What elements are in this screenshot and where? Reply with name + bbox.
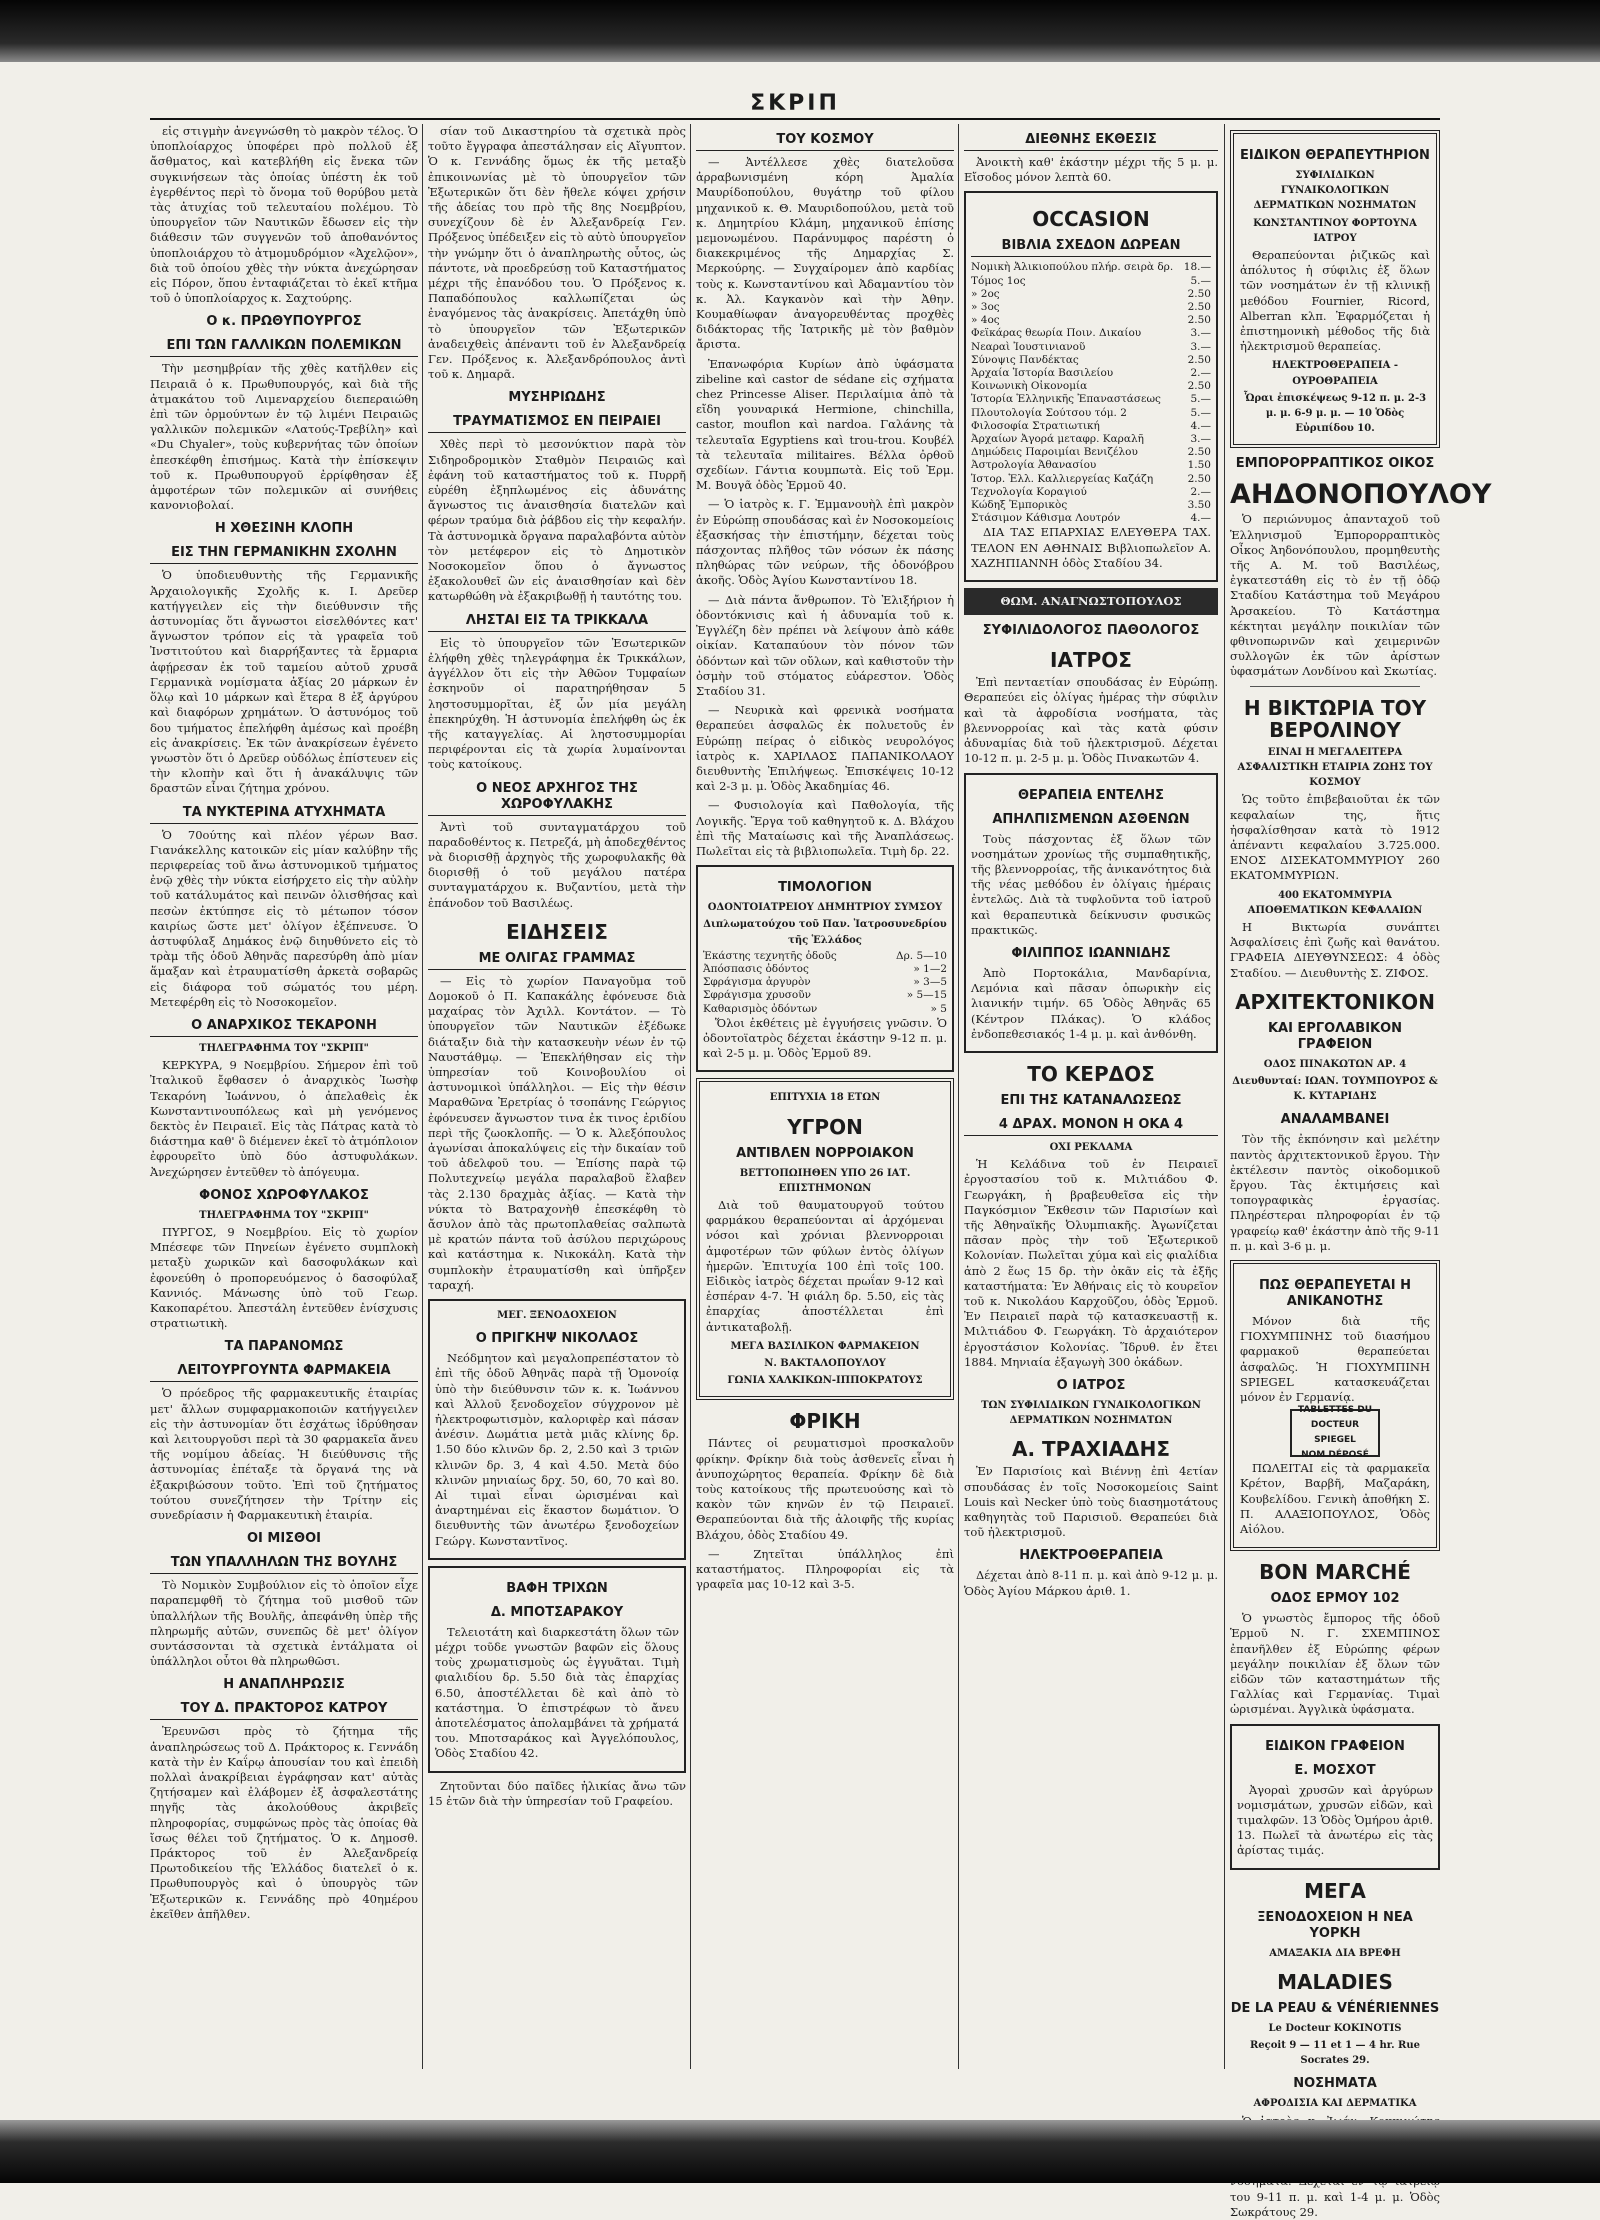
ad-text: Νεόδμητον καὶ μεγαλοπρεπέστατον τὸ ἐπὶ τῆς ὁδοῦ Ἀθηνᾶς παρὰ τῇ Ὁμονοίᾳ ὑπὸ τὴν διεύθυνσιν τῶν κ. κ. Ἰωάννου καὶ Ἀλλοῦ ξενοδοχεῖον σύγχρονον μὲ ἠλεκτροφωτισμὸν, καλοριφὲρ καὶ πάσαν ἀνέσιν. Δωμάτια μετὰ μιᾶς κλίνης δρ. 1.50 δύο κλινῶν δρ. 2, 2.50 καὶ 3 τριῶν κλινῶν δρ. 3, 4 καὶ 4.50. Μετὰ δύο κλινῶν μηνιαίως δρχ. 50, 60, 70 καὶ 80. Αἱ τιμαὶ εἶναι ὡρισμέναι καὶ ἀναρτημέναι εἰς ἕκαστον δωμάτιον. Ὁ διευθυντὴς τῶν ἀνωτέρω ξενοδοχείων Γεώργ. Κωνσταντῖνος. (435, 1351, 679, 1548)
book-title: Τόμος 1ος (971, 274, 1026, 287)
price-row (703, 1003, 947, 1016)
article-text: Εἰς τὸ ὑπουργεῖον τῶν Ἐσωτερικῶν ἐλήφθη χθὲς τηλεγράφημα ἐκ Τρικκάλων, ἀγγέλλον ὅτι εἰς τὴν Ἀθῶον Τυμφαίων ἐσκηνοῦν οἱ παρατηρήθησαν 5 ληστοσυμμορῖται, ἐξ ὧν μία μεγάλη ἐπεκηρύχθη. Ἡ ἀστυνομία ἐπελήφθη ὡς ἐκ τῆς καταγγελίας. Αἱ ληστοσυμμορίαι περιφέρονται εἰς τὰ χωρία λυμαίνονται τοὺς κατοίκους. (428, 635, 686, 772)
book-title: Ἀρχαίων Ἀγορά μεταφρ. Καραλῆ (971, 433, 1144, 446)
book-title: Στάσιμον Κάθισμα Λουτρόν (971, 512, 1121, 525)
ad-text: του 9-11 π. μ. καὶ 1-4 μ. μ. Ὁδὸς Σωκράτους 29. (1230, 2189, 1440, 2219)
article-heading: ΛΗΣΤΑΙ ΕΙΣ ΤΑ ΤΡΙΚΚΑΛΑ (428, 613, 686, 632)
book-row (971, 393, 1211, 406)
article-subheading: ΛΕΙΤΟΥΡΓΟΥΝΤΑ ΦΑΡΜΑΚΕΙΑ (150, 1363, 418, 1382)
price-value: » 5 (930, 1002, 947, 1015)
ad-text: Ὡς τοῦτο ἐπιβεβαιοῦται ἐκ τῶν κεφαλαίων της, ἥτις ἠσφαλίσθησαν κατὰ τὸ 1912 ἀπέναντι κεφαλαίου 3.725.000. ΕΝΟΣ ΔΙΣΕΚΑΤΟΜΜΥΡΙΟΥ 260 ΕΚΑΤΟΜΜΥΡΙΩΝ. (1230, 792, 1440, 883)
article-text: — Ἀντέλλεσε χθὲς διατελοῦσα ἀρραβωνισμένη κόρη Ἀμαλία Μαυρίδοπούλου, θυγάτηρ τοῦ φίλου μηχανικοῦ κ. Θ. Μαυριδοπούλου, μετὰ τοῦ κ. Δημητρίου Κλάμη, μηχανικοῦ ἐπίσης μεμονωμένου. Παράνυμφος παρέστη ὁ διακεκριμένος τῆς Δημαρχίας Σ. Μερκούρης. — Συγχαίρομεν ἀπὸ καρδίας τοὺς κ. Κωνσταντίνου καὶ Ἀδαμαντίου τὸν κ. Ἀλ. Καγκανὸν καὶ τὴν Ἀθην. Κουμαθίωφαν ἀναγορευθέντας προχθὲς διδάκτορας τῆς Ἰατρικῆς μὲ τὸν βαθμὸν ἄριστα. (696, 155, 954, 352)
column-rule (690, 124, 691, 2069)
book-title: Πλουτολογία Σούτσου τόμ. 2 (971, 406, 1127, 419)
ad-text: Ἀπὸ Πορτοκάλια, Μανδαρίνια, Λεμόνια καὶ πᾶσαν ὀπωρικὴν εἰς λιανικήν τιμήν. 65 Ὁδὸς Ἀθηνᾶς 65 (Κέντρον Πλάκας). Ὁ κλάδος ἐνδοπεθεσιακός 1-4 μ. μ. καὶ ἀνθόνθη. (971, 965, 1211, 1041)
book-row (971, 433, 1211, 446)
article-subheading: ΕΙΣ ΤΗΝ ΓΕΡΜΑΝΙΚΗΝ ΣΧΟΛΗΝ (150, 545, 418, 564)
article-text: ΠΥΡΓΟΣ, 9 Νοεμβρίου. Εἰς τὸ χωρίον Μπέσεφε τῶν Πηνείων ἐγένετο συμπλοκὴ μεταξὺ χωρικῶν καὶ δασοφυλάκων καὶ ἐφονεύθη ὁ προπορευόμενος ὁ δασοφύλαξ Καννιός. Μάνωσης ὑπὸ τοῦ Γεωρ. Κακοπαρέτου. Ἀπεστάλη ἐντεῦθεν ἐνίσχυσις στρατιωτικὴ. (150, 1224, 418, 1331)
ad-name: Α. ΤΡΑΧΙΑΔΗΣ (1011, 1437, 1171, 1462)
ad-title: OCCASION (1032, 207, 1150, 232)
ad-text: Ἐν Παρισίοις καὶ Βιέννῃ ἐπὶ 4ετίαν σπουδάσας ἐν τοῖς Νοσοκομείοις Saint Louis καὶ Necker ὑπὸ τοὺς διασημοτάτους καθηγητὰς τοῦ Παρισιοῦ. Θεραπεύει διὰ τοῦ ἠλεκτρισμοῦ. (964, 1464, 1218, 1540)
tablet-label-stamp (1290, 1404, 1380, 1461)
ad-figure: 400 ΕΚΑΤΟΜΜΥΡΙΑ ΑΠΟΘΕΜΑΤΙΚΩΝ ΚΕΦΑΛΑΙΩΝ (1247, 889, 1423, 916)
ad-sub: ΒΙΒΛΙΑ ΣΧΕΔΟΝ ΔΩΡΕΑΝ (971, 238, 1211, 257)
article-text: Ἐπανωφόρια Κυρίων ἀπὸ ὑφάσματα zibeline καὶ castor de sédane εἰς σχήματα chez Princesse Aliser. Περιλαίμια ἀπὸ τὰ εἴδη γουναρικά Hermione, chinchilla, castor, mouflon καὶ nardoa. Γαλάνης τὰ τελευταῖα Egyptiens καὶ trou-trou. Κουβέλ τὰ τελευταῖα militaires. Βέλλα ὀρθοῦ σχεδίων. Γάντια κουμπωτὰ. Εἰς τοῦ Ἐρμ. Μ. Βουγᾶ ὁδὸς Ἑρμοῦ 40. (696, 356, 954, 493)
book-title: Δημώδεις Παροιμίαι Βενιζέλου (971, 446, 1138, 459)
book-price: 2.50 (1187, 380, 1211, 393)
book-row (971, 473, 1211, 486)
ad-name: ΟΔΟΝΤΟΙΑΤΡΕΙΟΥ ΔΗΜΗΤΡΙΟΥ ΣΥΜΣΟΥ (707, 902, 943, 914)
book-row (971, 512, 1211, 525)
article-heading: ΤΑ ΠΑΡΑΝΟΜΩΣ (224, 1339, 344, 1355)
price-label: Σφράγισμα ἀργυρὸν (703, 976, 811, 989)
ad-name: ΚΩΝΣΤΑΝΤΙΝΟΥ ΦΟΡΤΟΥΝΑ ΙΑΤΡΟΥ (1253, 217, 1417, 244)
ad-sub: ΣΥΦΙΛΙΔΟΛΟΓΟΣ ΠΑΘΟΛΟΓΟΣ (982, 623, 1200, 639)
article-heading: ΤΟΥ ΚΟΣΜΟΥ (696, 132, 954, 151)
book-row (971, 446, 1211, 459)
article-heading: Ο κ. ΠΡΩΘΥΠΟΥΡΓΟΣ (206, 314, 362, 330)
book-row (971, 486, 1211, 499)
column-rule (958, 124, 959, 2069)
article-text: ΚΕΡΚΥΡΑ, 9 Νοεμβρίου. Σήμερον ἐπὶ τοῦ Ἰταλικοῦ ἔφθασεν ὁ ἀναρχικὸς Ἰωσὴφ Τεκαρόνη Ἰωάννου, ὁ ἀπελαθεὶς ἐκ Κωνσταντινουπόλεως καὶ μὴ γενόμενος δεκτὸς ἐν Πειραιεῖ. Εἰς τὰς Πάτρας κατὰ τὸ διάστημα καθ' ὃ διέμενεν ἐκεῖ τὸ ἀτμόπλοιον ἐφρουρεῖτο ὑπὸ δύο ἀστυφυλάκων. Ἀνεχώρησεν ἐντεῦθεν τὸ ἀπόγευμα. (150, 1058, 418, 1179)
ad-text: Τελειοτάτη καὶ διαρκεστάτη ὅλων τῶν μέχρι τοῦδε γνωστῶν βαφῶν εἰς ὅλους τοὺς χρωματισμοὺς ὡς ἐγγυᾶται. Τιμὴ φιαλιδίου δρ. 5.50 διὰ τὰς ἐπαρχίας 6.50, ἀποστέλλεται δὲ καὶ ἀπὸ τὸ κατάστημα. Ὁ ἐπιστρέφων τὸ ἄνευ ἀποτελέσματος ἀπολαμβάνει τὰ χρήματά του. Μποτσαράκος καὶ Ἀγγελόπουλος, Ὁδὸς Σταδίου 42. (435, 1624, 679, 1761)
ad-sub: ΤΩΝ ΣΥΦΙΛΙΔΙΚΩΝ ΓΥΝΑΙΚΟΛΟΓΙΚΩΝ ΔΕΡΜΑΤΙΚΩΝ ΝΟΣΗΜΑΤΩΝ (981, 1399, 1201, 1427)
ad-text: Διὰ τοῦ θαυματουργοῦ τούτου φαρμάκου θεραπεύονται αἱ ἀρχόμεναι νόσοι καὶ χρόνιαι βλεννορροιαι ἀμφοτέρων τῶν φύλων ἐντὸς ὀλίγων ἡμερῶν. Ἐπιτυχία 100 ἐπὶ τοῖς 100. Εἰδικὸς ἰατρὸς δέχεται πρωΐαν 9-12 καὶ ἑσπέραν 4-7. Ἡ φιάλη δρ. 5.50, εἰς τὰς ἐπαρχίας ἀποστέλλεται ἐπὶ ἀντικαταβολῇ. (706, 1197, 944, 1334)
book-price: 3.— (1190, 327, 1211, 340)
book-row (971, 327, 1211, 340)
ad-text: Ἡ Κελάδινα τοῦ ἐν Πειραιεῖ ἐργοστασίου τοῦ κ. Μιλτιάδου Φ. Γεωργάκη, ἡ βραβευθεῖσα εἰς τὴν Παγκόσμιον Ἔκθεσιν τῶν Παρισίων καὶ τῆς Ἀθηναϊκῆς Ὀλυμπιακῆς. Ἀγωνίζεται πᾶσαν πρὸς τὴν τοῦ Ἐξωτερικοῦ Κολονίαν. Πωλεῖται χύμα καὶ εἰς φιαλίδια ἀπὸ 2 ἕως 15 δρ. τὴν ὀκᾶν εἰς τὰ ἐξῆς καταστήματα: Ἐν Ἀθήναις εἰς τὸ κουρεῖον τοῦ κ. Νικολάου Καρχοῦζου, ὁδὸς Ἑρμοῦ. Ἐν Πειραιεῖ παρὰ τῷ κατασκευαστῇ κ. Μιλτιάδου Φ. Γεωργάκη. Τὸ ἀρχαιότερον ἐργοστάσιον Κολονίας. Ἵδρυθ. ἐν ἔτει 1884. Μηνιαία ἐξαγωγὴ 300 ὀκάδων. (964, 1157, 1218, 1369)
book-price: 4.— (1190, 419, 1211, 432)
article-subheading: ΤΗΛΕΓΡΑΦΗΜΑ ΤΟΥ "ΣΚΡΙΠ" (199, 1209, 369, 1221)
book-row (971, 314, 1211, 327)
ad-text: Ὁ περιώνυμος ἀπανταχοῦ τοῦ Ἑλληνισμοῦ Ἐμπορορραπτικὸς Οἶκος Ἀηδονόπουλου, προμηθευτὴς τῆς Α. Μ. τοῦ Βασιλέως, ἐγκατεστάθη εἰς τὸ ἐν τῇ ὁδῷ Σταδίου Κατάστημα τοῦ Μεγάρου Ἀρσακείου. Τὸ Κατάστημα κέκτηται μεγάλην ποικιλίαν τῶν φθινοπωρινῶν καὶ χειμερινῶν συλλογῶν ἐκ τῶν ἀρίστων ὑφασμάτων Λονδίνου καὶ Σκωτίας. (1230, 512, 1440, 679)
ad-address: ΟΔΟΣ ΕΡΜΟΥ 102 (1270, 1591, 1400, 1607)
ad-doctor-banner: ΘΩΜ. ΑΝΑΓΝΩΣΤΟΠΟΥΛΟΣ (964, 588, 1218, 615)
ad-text: Ζητοῦνται δύο παῖδες ἡλικίας ἄνω τῶν 15 ἐτῶν διὰ τὴν ὑπηρεσίαν τοῦ Γραφείου. (428, 1778, 686, 1808)
ad-shop-address: ΓΩΝΙΑ ΧΑΛΚΙΚΩΝ-ΙΠΠΟΚΡΑΤΟΥΣ (727, 1375, 923, 1387)
ad-sub: ΑΦΡΟΔΙΣΙΑ ΚΑΙ ΔΕΡΜΑΤΙΚΑ (1253, 2098, 1417, 2110)
article-text: Ὁ 70ούτης καὶ πλέον γέρων Βασ. Γιανάκελλης κατοικῶν εἰς μίαν καλύβην τῆς περιφερείας τοῦ ἄνω ἀστυνομικοῦ τμήματος ἐνῷ χθὲς τὴν νύκτα εἰσήρχετο εἰς τὴν αὐλὴν τοῦ κατάλυμάτος καὶ πεινῶν ὀλισθήσας καὶ πεσὼν ἐκτύπησε εἰς τὸ μέτωπον τόσον καιρίως ὥστε μετ' ὀλίγον ἐξέπνευσε. Ὁ ἀστυφύλαξ Δημάκος ἐνῷ διηυθύνετο εἰς τὸ τρὰμ τῆς ὁδοῦ Ἀθηνᾶς παρεσύρθη ἀπὸ μίαν ἅμαξαν καὶ ἐτραυματίσθη ἀρκετὰ σοβαρῶς εἰς διάφορα τοῦ σώματός του μέρη. Μετεφέρθη εἰς τὸ Νοσοκομεῖον. (150, 827, 418, 1009)
book-row (971, 275, 1211, 288)
book-row (971, 354, 1211, 367)
book-title: Νεαραὶ Ἰουστινιανοῦ (971, 340, 1086, 353)
article-text: Ὁ πρόεδρος τῆς φαρμακευτικῆς ἑταιρίας μετ' ἄλλων συμφαρμακοποιῶν κατήγγειλεν εἰς τὴν ἀστυνομίαν ὅτι ἐσχάτως ἱδρύθησαν καὶ λειτουργοῦσι περὶ τὰ 30 φαρμακεῖα ἄνευ τῆς νομίμου ἀδείας. Ἡ διεύθυνσις τῆς ἀστυνομίας ἐπέταξε τὰ ὄργανά της νὰ ἐξακριβώσουν τοῦτο. Ἐπὶ τοῦ ζητήματος τούτου συνεζήτησεν τὴν Τρίτην εἰς συνεδρίασιν ἡ Φαρμακευτικὴ ἑταιρία. (150, 1386, 418, 1523)
book-title: Κοινωνικὴ Οἰκονομία (971, 380, 1088, 393)
ad-name: ΑΗΔΟΝΟΠΟΥΛΟΥ (1230, 479, 1492, 511)
price-label: Καθαρισμὸς ὀδόντων (703, 1002, 818, 1015)
scan-edge-bottom (0, 2120, 1600, 2183)
ad-name: ΦΙΛΙΠΠΟΣ ΙΩΑΝΝΙΔΗΣ (1011, 945, 1171, 961)
book-title: Νομικὴ Ἀλικιοπούλου πλήρ. σειρὰ δρ. (971, 261, 1174, 274)
article-subheading: ΕΠΙ ΤΩΝ ΓΑΛΛΙΚΩΝ ΠΟΛΕΜΙΚΩΝ (150, 338, 418, 357)
column-5 (1230, 124, 1492, 2219)
ad-pharmacy (696, 1078, 954, 1400)
article-heading: Ο ΑΝΑΡΧΙΚΟΣ ΤΕΚΑΡΟΝΗ (150, 1018, 418, 1037)
ad-clinic (1230, 130, 1440, 448)
ad-name: ΑΝΤΙΒΛΕΝ ΝΟΡΡΟΙΑΚΟΝ (736, 1145, 914, 1161)
ad-title: Ο ΙΑΤΡΟΣ (1056, 1377, 1126, 1393)
ad-text: Ἀγοραὶ χρυσῶν καὶ ἀργύρων νομισμάτων, χρυσῶν εἰδῶν, καὶ τιμαλφῶν. 13 Ὁδὸς Ὁμήρου ἀριθ. 13. Πωλεῖ τὰ ἀνωτέρω εἰς τὰς ἀρίστας τιμάς. (1237, 1782, 1433, 1858)
book-price: 1.50 (1187, 459, 1211, 472)
book-price: 3.— (1190, 340, 1211, 353)
ad-title: ΠΩΣ ΘΕΡΑΠΕΥΕΤΑΙ Η ΑΝΙΚΑΝΟΤΗΣ (1258, 1277, 1412, 1309)
price-value: » 1—2 (913, 962, 947, 975)
ad-shop-name: Ν. ΒΑΚΤΑΛΟΠΟΥΛΟΥ (764, 1358, 886, 1370)
ad-title: BON MARCHÉ (1259, 1560, 1411, 1585)
ad-hair-dye (428, 1566, 686, 1773)
book-row (971, 341, 1211, 354)
ad-hours: Ὧραι ἐπισκέψεως 9-12 π. μ. 2-3 μ. μ. 6-9 μ. μ. — 10 Ὁδὸς Εὐριπίδου 10. (1243, 392, 1427, 435)
article-text: Τὸ Νομικὸν Συμβούλιον εἰς τὸ ὁποῖον εἶχε παραπεμφθῆ τὸ ζήτημα τοῦ μισθοῦ τῶν ὑπαλλήλων τῆς Βουλῆς, ἀπεφάνθη ὑπὲρ τῆς πληρωμῆς αὐτῶν, συνεπῶς δὲ μετ' ὀλίγον συντάσσονται τὰ σχετικὰ ἐντάλματα οἱ ὑπάλληλοι οὗτοι θὰ πληρωθῶσι. (150, 1578, 418, 1669)
book-row (971, 499, 1211, 512)
ad-shop: ΜΕΓΑ ΒΑΣΙΛΙΚΟΝ ΦΑΡΜΑΚΕΙΟΝ (730, 1340, 920, 1352)
scan-edge-top (0, 0, 1600, 62)
ad-text: Θεραπεύονται ῥιζικῶς καὶ ἀπόλυτος ἡ σύφιλις ἐξ ὅλων τῶν νοσημάτων ἐν τῇ κλινικῇ μεθόδου Fournier, Ricord, Alberran κλπ. Ἐφαρμόζεται ἡ ἐπιστημονικὴ μέθοδος τῆς διὰ ἠλεκτρισμοῦ θεραπείας. (1240, 248, 1430, 354)
book-row (971, 261, 1211, 274)
book-price: 2.— (1190, 485, 1211, 498)
article-heading: Η ΧΘΕΣΙΝΗ ΚΛΟΠΗ (214, 521, 354, 537)
book-row (971, 380, 1211, 393)
ad-title: ΗΛΕΚΤΡΟΘΕΡΑΠΕΙΑ (1019, 1548, 1163, 1564)
ad-text: Δέχεται ἀπὸ 8-11 π. μ. καὶ ἀπὸ 9-12 μ. μ. Ὁδὸς Ἀγίου Μάρκου ἀριθ. 1. (964, 1568, 1218, 1598)
book-price: 2.50 (1187, 446, 1211, 459)
ad-sub: ΒΕΤΤΟΠΩΙΗΘΕΝ ΥΠΟ 26 ΙΑΤ. ΕΠΙΣΤΗΜΟΝΩΝ (739, 1167, 911, 1194)
article-heading: ΦΡΙΚΗ (789, 1409, 861, 1434)
book-price: 2.50 (1187, 301, 1211, 314)
price-value: » 5—15 (906, 989, 947, 1002)
ad-text: Μόνον διὰ τῆς ΓΙΟΧΥΜΠΙΝΗΣ τοῦ διασήμου φαρμακοῦ θεραπεύεται ἀσφαλῶς. Ἡ ΓΙΟΧΥΜΠΙΝΗ SPIEGEL κατασκευάζεται μόνον ἐν Γερμανίᾳ. (1240, 1313, 1430, 1404)
ad-title: Η ΒΙΚΤΩΡΙΑ ΤΟΥ ΒΕΡΟΛΙΝΟΥ (1243, 695, 1427, 742)
column-2 (428, 124, 686, 2069)
book-list (971, 261, 1211, 525)
article-heading: ΤΑ ΝΥΚΤΕΡΙΝΑ ΑΤΥΧΗΜΑΤΑ (150, 805, 418, 824)
article-heading: ΦΟΝΟΣ ΧΩΡΟΦΥΛΑΚΟΣ (199, 1187, 369, 1203)
price-row (703, 950, 947, 963)
article-text: Τὴν μεσημβρίαν τῆς χθὲς κατῆλθεν εἰς Πειραιᾶ ὁ κ. Πρωθυπουργός, καὶ διὰ τῆς ἀτμακάτου τοῦ Λιμεναρχείου διεπεραιώθη ἐπὶ τῶν ὁρμούντων ἐν τῷ λιμένι Πειραιῶς γαλλικῶν πολεμικῶν «Λατούς-Τρεβίλη» καὶ «Du Chyaler», τοὺς κυβερνήτας τῶν ὁποίων ἐπεσκέφθη ἐπισήμως. Κατὰ τὴν ἐπίσκεψιν τοῦ κ. Πρωθυπουργοῦ ἐρρίφθησαν ἐξ ἀμφοτέρων τῶν πολεμικῶν αἱ συνήθεις κανονιοβολαί. (150, 361, 418, 513)
book-title: Ἀρχαία Ἱστορία Βασιλείου (971, 367, 1114, 380)
ad-title: ΕΙΔΙΚΟΝ ΓΡΑΦΕΙΟΝ (1265, 1738, 1405, 1754)
article-subheading: ΤΟΥ Δ. ΠΡΑΚΤΟΡΟΣ ΚΑΤΡΟΥ (150, 1701, 418, 1720)
article-heading: ΔΙΕΘΝΗΣ ΕΚΘΕΣΙΣ (964, 132, 1218, 151)
ad-text: ΔΙΑ ΤΑΣ ΕΠΑΡΧΙΑΣ ΕΛΕΥΘΕΡΑ ΤΑΧ. ΤΕΛΟΝ ΕΝ ΑΘΗΝΑΙΣ Βιβλιοπωλεῖον Α. ΧΑΖΗΠΙΑΝΝΗ ὁδὸς Σταδίου 34. (971, 525, 1211, 570)
book-title: » 3ος (971, 301, 1000, 314)
price-row (703, 963, 947, 976)
book-row (971, 407, 1211, 420)
article-text: — Ζητεῖται ὑπάλληλος ἐπὶ καταστήματος. Πληροφορίαι εἰς τὰ γραφεῖα μας 10-12 καὶ 3-5. (696, 1546, 954, 1592)
ad-title: ΤΙΜΟΛΟΓΙΟΝ (778, 880, 872, 896)
article-text: εἰς στιγμὴν ἀνεγνώσθη τὸ μακρὸν τέλος. Ὁ ὑποπλοίαρχος ὑποφέρει πρὸ πολλοῦ ἐξ ἄσθματος, καὶ κατεβλήθη εἰς ἔνεκα τῶν συγκινήσεων τὰς ὁποίας ὑπέστη ἐκ τοῦ ἐγερθέντος περὶ τὸ ὄνομα τοῦ θορύβου μετὰ τὰς ἀτυχίας τοῦ τελευταίου πολέμου. Τὸ ὑπουργεῖον τῶν Ναυτικῶν ἔδωσεν εἰς τὴν διάθεσιν τῶν συγγενῶν τοῦ ἀποθανόντος ὑποπλοιάρχου τὸ ἀτμομυδρόμιον «Ἀχελῷον», διὰ τοῦ ὁποίου χθὲς τὴν νύκτα ἀνεχώρησαν εἰς Πόρον, ὅπου ἐνταφιάζεται τὸ ἐκεῖ κτῆμα τοῦ ὁ ὑποπλοίαρχος κ. Σαχτούρης. (150, 124, 418, 306)
article-text: — Νευρικὰ καὶ φρενικὰ νοσήματα θεραπεύει ἀσφαλῶς ἐκ πολυετοῦς ἐν Εὐρώπῃ πείρας ὁ εἰδικὸς νευρολόγος ἰατρὸς κ. ΧΑΡΙΛΑΟΣ ΠΑΠΑΝΙΚΟΛΑΟΥ διευθυντὴς Ἐπιλήψεως. Ἐπισκέψεις 10-12 καὶ 2-3 μ. μ. Ὁδὸς Ἀκαδημίας 46. (696, 703, 954, 794)
newspaper-page (150, 90, 1492, 2219)
article-heading: ΟΙ ΜΙΣΘΟΙ (246, 1531, 321, 1547)
ad-yohimbine (1230, 1260, 1440, 1551)
book-price: 2.50 (1187, 287, 1211, 300)
ad-text: Η Βικτωρία συνάπτει Ἀσφαλίσεις ἐπὶ ζωῆς καὶ θανάτου. ΓΡΑΦΕΙΑ ΔΙΕΥΘΥΝΣΕΩΣ: 4 ὁδὸς Σταδίου. — Διευθυντὴς Σ. ΖΙΦΟΣ. (1230, 919, 1440, 980)
ad-dental-pricelist (696, 865, 954, 1072)
ad-title: ΝΟΣΗΜΑΤΑ (1293, 2076, 1377, 2092)
article-text: Χθὲς περὶ τὸ μεσονύκτιον παρὰ τὸν Σιδηροδρομικὸν Σταθμὸν Πειραιῶς καὶ ἐφάνη τοῦ καταστήματος τοῦ κ. Πυρρῆ εὑρέθη ἐξηπλωμένος εἰς ἀδυνάτης ἄγνωστος τις ἀναισθησία διατελῶν καὶ φέρων τραύμα διὰ ῥάβδου εἰς τὴν κεφαλήν. Τὰ ἀστυνομικὰ ὄργανα παραλαβόντα αὐτὸν τὸν μετέφερον εἰς τὸ Δημοτικὸν Νοσοκομεῖον ὅπου ὁ ἄγνωστος ἐξακολουθεῖ ὢν εἰς ἀναισθησίαν καὶ δὲν κατωρθώθη νὰ ἐξακριβωθῇ ἡ ταυτότης του. (428, 437, 686, 604)
column-rule (422, 124, 423, 2069)
price-label: Ἑκάστης τεχνητῆς ὀδοῦς (703, 949, 837, 962)
ad-title: ΕΙΔΙΚΟΝ ΘΕΡΑΠΕΥΤΗΡΙΟΝ (1240, 148, 1430, 163)
ad-top: ΕΠΙΤΥΧΙΑ 18 ΕΤΩΝ (769, 1092, 881, 1104)
article-text: Ἀνοικτὴ καθ' ἑκάστην μέχρι τῆς 5 μ. μ. Εἴσοδος μόνον λεπτὰ 60. (964, 155, 1218, 185)
ad-slogan: ΟΧΙ ΡΕΚΛΑΜΑ (1049, 1141, 1133, 1153)
article-text: — Διὰ πάντα ἄνθρωπον. Τὸ Ἐλιξήριον ἡ ὀδοντόκνισις καὶ ἡ ἀδυναμία τοῦ κ. Ἐγγλέζη δὲν πρέπει νὰ λείψουν ἀπὸ κάθε οἰκίαν. Καταπαύουν τὸν πόνον τῶν ὀδόντων καὶ τῶν οὔλων, καὶ καθιστοῦν τὴν ὀσμὴν τοῦ στόματος εὐάρεστον. Ὁδὸς Σταδίου 31. (696, 592, 954, 698)
book-title: Τεχνολογία Κοραγιού (971, 485, 1087, 498)
price-label: Σφράγισμα χρυσοῦν (703, 989, 812, 1002)
ad-name: Ο ΠΡΙΓΚΗΨ ΝΙΚΟΛΑΟΣ (475, 1331, 639, 1347)
ad-title: ΤΟ ΚΕΡΔΟΣ (1027, 1061, 1155, 1086)
ad-title: ΕΜΠΟΡΟΡΡΑΠΤΙΚΟΣ ΟΙΚΟΣ (1235, 456, 1435, 472)
price-value: » 3—5 (913, 976, 947, 989)
ad-sub: ΕΠΙ ΤΗΣ ΚΑΤΑΝΑΛΩΣΕΩΣ (1000, 1092, 1182, 1108)
ad-title: ΘΕΡΑΠΕΙΑ ΕΝΤΕΛΗΣ (1017, 787, 1165, 803)
column-rule (1224, 124, 1225, 2069)
ad-address: ΟΔΟΣ ΠΙΝΑΚΩΤΩΝ ΑΡ. 4 (1263, 1058, 1407, 1070)
divider (1250, 686, 1420, 687)
book-title: Ἱστορ. Ἑλλ. Καλλιεργείας Καζάζη (971, 472, 1154, 485)
book-title: Σύνοψις Πανδέκτας (971, 353, 1079, 366)
article-subheading: ΤΩΝ ΥΠΑΛΛΗΛΩΝ ΤΗΣ ΒΟΥΛΗΣ (150, 1555, 418, 1574)
book-row (971, 459, 1211, 472)
article-heading: ΜΥΣΗΡΙΩΔΗΣ (508, 390, 606, 406)
column-1 (150, 124, 418, 2069)
article-text: Ἀντὶ τοῦ συνταγματάρχου τοῦ παραδοθέντος κ. Πετρεζά, μὴ ἀποδεχθέντος νὰ διορισθῇ ἀρχηγὸς τῆς χωροφυλακῆς θὰ διορισθῇ ὁ τοῦ μεγάλου πατέρα συνταγματάρχου κ. Βυζαντίου, μετὰ τὴν ἐπάνοδον τοῦ Βασιλέως. (428, 819, 686, 910)
ad-sub: ΣΥΦΙΛΙΔΙΚΩΝ ΓΥΝΑΙΚΟΛΟΓΙΚΩΝ ΔΕΡΜΑΤΙΚΩΝ ΝΟΣΗΜΑΤΩΝ (1253, 170, 1417, 212)
article-heading: Η ΑΝΑΠΛΗΡΩΣΙΣ (223, 1677, 345, 1693)
ad-price: 4 ΔΡΑΧ. ΜΟΝΟΝ Η ΟΚΑ 4 (964, 1117, 1218, 1136)
book-price: 18.— (1183, 261, 1211, 274)
column-3 (696, 124, 954, 2069)
article-heading: Ο ΝΕΟΣ ΑΡΧΗΓΟΣ ΤΗΣ ΧΩΡΟΦΥΛΑΚΗΣ (428, 781, 686, 816)
ad-sub: ΕΙΝΑΙ Η ΜΕΓΑΛΕΙΤΕΡΑ ΑΣΦΑΛΙΣΤΙΚΗ ΕΤΑΙΡΙΑ ΖΩΗΣ ΤΟΥ ΚΟΣΜΟΥ (1237, 746, 1433, 789)
book-row (971, 420, 1211, 433)
book-title: Κώδηξ Ἐμπορικὸς (971, 499, 1068, 512)
article-heading: ΕΙΔΗΣΕΙΣ (506, 919, 608, 944)
ad-text: Ὁ γνωστὸς ἔμπορος τῆς ὁδοῦ Ἑρμοῦ Ν. Γ. ΣΧΕΜΠΙΝΟΣ ἐπανῆλθεν ἐξ Εὐρώπης φέρων μεγάλην ποικιλίαν ἐξ ὅλων τῶν εἰδῶν τῶν καταστημάτων τῆς Γαλλίας καὶ Γερμανίας. Τιμαὶ ὡρισμέναι. Ἀγγλικὰ ὑφάσματα. (1230, 1611, 1440, 1717)
ad-hours: Reçoit 9 — 11 et 1 — 4 hr. Rue Socrates 29. (1250, 2040, 1420, 2067)
ad-title: ΒΑΦΗ ΤΡΙΧΩΝ (506, 1580, 608, 1596)
article-text: Ὁ ὑποδιευθυντὴς τῆς Γερμανικῆς Ἀρχαιολογικῆς Σχολῆς κ. Ι. Δρεῦερ κατήγγειλεν εἰς τὴν διεύθυνσιν τῆς ἀστυνομίας ὅτι ἄγνωστοι εἰσελθόντες κατ' ἄγνωστον τρόπον εἰς τὰ γραφεῖα τοῦ Ἰνστιτούτου καὶ διαρρήξαντες τὰ ἔρμαρια ἀφῄρεσαν ἐκ τοῦ ταμείου αὐτοῦ χρυσᾶ Γερμανικὰ νομίσματα ἀξίας 20 μάρκων ἐν ὅλῳ καὶ 10 μάρκων καὶ ἕτερα 8 ἐξ ἀργύρου καὶ διαφόρων χρημάτων. Ὁ ἀστυνόμος τοῦ δου τμήματος ἐπελήφθη ἀμέσως καὶ προέβη εἰς ἀνακρίσεις. Ἐκ τῶν ἀνακρίσεων ἐγένετο γνωστὸν ὅτι ὁ Δρεῦερ οὐδόλως ἐπίστευεν εἰς τὴν κλοπὴν καὶ ὅτι ἡ ἀνακάλυψις τῶν δραστῶν εἶναι ζήτημα χρόνου. (150, 568, 418, 796)
book-title: » 2ος (971, 287, 1000, 300)
ad-sub: ΑΜΑΞΑΚΙΑ ΔΙΑ ΒΡΕΦΗ (1269, 1947, 1401, 1959)
article-text: — Φυσιολογία καὶ Παθολογία, τῆς Λογικῆς. Ἔργα τοῦ καθηγητοῦ κ. Δ. Βλάχου ἐπὶ τῆς Ματαίωσις καὶ τῆς Ἀναπλάσεως. Πωλεῖται εἰς τὰ βιβλιοπωλεῖα. Τιμὴ δρ. 22. (696, 798, 954, 858)
stamp-text: TABLETTES DU DOCTEUR SPIEGEL (1297, 1404, 1373, 1446)
book-price: 5.— (1190, 274, 1211, 287)
article-subheading: ΤΗΛΕΓΡΑΦΗΜΑ ΤΟΥ "ΣΚΡΙΠ" (199, 1042, 369, 1054)
ad-hotel (428, 1299, 686, 1560)
price-row (703, 989, 947, 1002)
ad-name: Ε. ΜΟΣΧΟΤ (1294, 1762, 1376, 1778)
book-title: » 4ος (971, 314, 1000, 327)
column-4 (964, 124, 1218, 2069)
ad-title: ΜΕΓΑ (1304, 1878, 1366, 1903)
masthead: ΣΚΡΙΠ (150, 90, 1440, 120)
book-price: 5.— (1190, 406, 1211, 419)
ad-doctor: Le Docteur KOKINOTIS (1268, 2022, 1402, 2034)
ad-text: Ἐπὶ πενταετίαν σπουδάσας ἐν Εὐρώπῃ. Θεραπεύει εἰς ὀλίγας ἡμέρας τὴν σύφιλιν καὶ τὰ ἀφροδίσια νοσήματα, τὰς βλεννορροίας καὶ τὰς κατὰ φύσιν ἀδυναμίας διὰ τοῦ ἠλεκτρισμοῦ. Δέχεται 10-12 π. μ. 2-5 μ. μ. Ὁδὸς Πινακωτῶν 4. (964, 675, 1218, 766)
ad-name: Δ. ΜΠΟΤΣΑΡΑΚΟΥ (490, 1604, 624, 1620)
ad-title: ΙΑΤΡΟΣ (1050, 648, 1132, 673)
book-price: 3.50 (1187, 499, 1211, 512)
book-row (971, 301, 1211, 314)
article-subheading: ΤΡΑΥΜΑΤΙΣΜΟΣ ΕΝ ΠΕΙΡΑΙΕΙ (428, 414, 686, 433)
ad-name: ΞΕΝΟΔΟΧΕΙΟΝ Η ΝΕΑ ΥΟΡΚΗ (1257, 1909, 1413, 1941)
stamp-text: NOM DÉPOSÉ (1301, 1450, 1369, 1461)
book-price: 2.50 (1187, 472, 1211, 485)
book-price: 4.— (1190, 512, 1211, 525)
ad-directors: Διευθυνταί: ΙΩΑΝ. ΤΟΥΜΠΟΥΡΟΣ & Κ. ΚΥΤΑΡΙΔΗΣ (1232, 1075, 1438, 1103)
book-title: Φεϊκάρας θεωρία Ποιν. Δικαίου (971, 327, 1142, 340)
book-row (971, 288, 1211, 301)
price-label: Ἀπόσπασις ὀδόντος (703, 962, 809, 975)
book-title: Φιλοσοφία Στρατιωτική (971, 419, 1100, 432)
price-value: Δρ. 5—10 (896, 949, 947, 962)
ad-books (964, 191, 1218, 582)
ad-sub: Διπλωματούχου τοῦ Παν. Ἰατροσυνεδρίου τῆς Ἑλλάδος (703, 919, 947, 946)
article-text: σίαν τοῦ Δικαστηρίου τὰ σχετικὰ πρὸς τοῦτο ἔγγραφα ἀπεστάλησαν εἰς Αἴγυπτον. Ὁ κ. Γεννάδης ὅμως ἐκ τῆς μεταξὺ ἐπικοινωνίας μὲ τὸ ὑπουργεῖον τῶν Ἐξωτερικῶν ὅτι δὲν ἤθελε κόψει χρήσιν τῆς ἀδείας του πρὸ τῆς 8ης Νοεμβρίου, συνεχίζουν δὲ ἐν Ἀλεξανδρείᾳ Γεν. Πρόξενος ὑπέδειξεν εἰς τὸ αὐτὸ ὑπουργεῖον τὴν γνώμην ὅτι ὁ ἀναπληρωτὴς οὗτος, ὡς πάντοτε, νὰ προεδρεύσῃ τοῦ Καταστήματος μέχρι τῆς ἐπανόδου του. Ὁ Πρόξενος κ. Παπαδόπουλος καλλωπίζεται ὡς ἐναγόμενος τὰς ἀνακρίσεις. Ἀπετάχθη ὑπὸ τὸ ὑπουργεῖον τῶν Ἐξωτερικῶν ἀναδειχθεὶς ἀπέναντι τοῦ ἐν Ἀλεξανδρείᾳ Γεν. Πρόξενος κ. Ἀλεξανδρόπουλος ἀντὶ τοῦ κ. Δημαρᾶ. (428, 124, 686, 382)
book-price: 5.— (1190, 393, 1211, 406)
ad-text: Ὅλοι ἐκθέτεις μὲ ἐγγυήσεις γνῶσιν. Ὁ ὀδοντοϊατρὸς δέχεται ἑκάστην 9-12 π. μ. καὶ 2-5 μ. μ. Ὁδὸς Ἑρμοῦ 89. (703, 1015, 947, 1061)
book-title: Ἀστρολογία Ἀθανασίου (971, 459, 1097, 472)
article-text: — Εἰς τὸ χωρίον Παναγοῦμα τοῦ Δομοκοῦ ὁ Π. Καπακάλης ἐφόνευσε διὰ μαχαίρας τὸν Ἀχιλλ. Κοντάτον. — Τὸ ὑπουργεῖον τῶν Ναυτικῶν ἐξέδωκε διάταξιν διὰ τὴν κατασκευὴν νέων ἐν τῷ Ναυστάθμῳ. — Ἐπεκλήθησαν εἰς τὴν ὑπηρεσίαν τοῦ Κοινοβουλίου οἱ ἀστυνομικοὶ ὑπάλληλοι. — Εἰς τὴν θέσιν Μαραθῶνα Ἐρετρίας ὁ τσοπάνης Γεώργιος ἐφόνευσεν ἄγνωστον τινα ἐκ τινος ἐριδίου περὶ τῆς ζωοκλοπῆς. — Ὁ κ. Ἀλεξόπουλος ἀγωνίσαι ἀποκαλύψεις εἰς τὴν δικαίαν τοῦ τοῦ ἀδελφοῦ του. — Ἐπίσης παρὰ τῷ Πολυτεχνείῳ μεγάλα παραλαβοῦ ἔλαβεν τὰς 2.130 δραχμὰς ἀξίας. — Κατὰ τὴν νύκτα τὸ Βατραχονὴθ ἐπεσκέφθη τὸ ἄσυλον ἀπὸ τὰς πρωτοπλαθείας σαλπωτὰ μὲ κρατών πάντα τοῦ ἀσύλου περιχώρους καὶ κατάστημα κ. Νικοκάλη. Κατὰ τὴν συμπλοκὴν ἐτραυματίσθη καὶ ὑπῆρξεν ταραχή. (428, 973, 686, 1292)
article-text: — Ὁ ἰατρὸς κ. Γ. Ἐμμανουὴλ ἐπὶ μακρὸν ἐν Εὐρώπῃ σπουδάσας καὶ ἐν Νοσοκομείοις ἐξασκήσας τὴν ἐπιστήμην, δέχεται τοὺς πάσχοντας πλῆθος τῶν νόσων ἐκ πάσης πληθώρας τῶν νεύρων, τῆς ὁδονόβρου ἀκοῆς. Ὁδὸς Ἀγίου Κωνσταντίνου 18. (696, 497, 954, 588)
ad-name: DE LA PEAU & VÉNÉRIENNES (1230, 2000, 1440, 2016)
ad-sub: ΑΝΑΛΑΜΒΑΝΕΙ (1280, 1112, 1390, 1128)
ad-title: ΑΡΧΙΤΕΚΤΟΝΙΚΟΝ (1235, 989, 1435, 1014)
book-price: 2.50 (1187, 353, 1211, 366)
ad-text: Τοὺς πάσχοντας ἐξ ὅλων τῶν νοσημάτων χρονίως τῆς συμπαθητικῆς, τῆς βλεννορροίας, τῆς ἀνικανότητος διὰ τῆς νέας μεθόδου ἐν ὀλίγαις ἡμέραις ἐντελῶς. Διὰ τὰ τυφλοῦντα τοῦ ἰατροῦ καὶ θεραπευτικὰ δείκνυσιν φυσικῶς πρακτικῶς. (971, 831, 1211, 937)
ad-text: Τὸν τῆς ἐκπόνησιν καὶ μελέτην παντὸς ἀρχιτεκτονικοῦ ἔργου. Τὴν ἐκτέλεσιν παντὸς οἰκοδομικοῦ ἔργου. Τὰς ἐκτιμήσεις καὶ τοπογραφικὰς ἐργασίας. Πληρέστεραι πληροφορίαι ἐν τῷ γραφείῳ καθ' ἑκάστην ἀπὸ τῆς 9-11 π. μ. καὶ 3-6 μ. μ. (1230, 1132, 1440, 1253)
book-price: 2.— (1190, 367, 1211, 380)
ad-sub: ΑΠΗΛΠΙΣΜΕΝΩΝ ΑΣΘΕΝΩΝ (992, 811, 1190, 827)
ad-title: MALADIES (1277, 1969, 1393, 1994)
ad-therapy (964, 773, 1218, 1053)
ad-text: ΠΩΛΕΙΤΑΙ εἰς τὰ φαρμακεῖα Κρέτον, Βαρβῆ, Μαζαράκη, Κουβελίδου. Γενικὴ ἀποθήκη Σ. Π. ΑΛΑΞΙΟΠΟΥΛΟΣ, Ὁδὸς Αἰόλου. (1240, 1461, 1430, 1536)
article-subheading: ΜΕ ΟΛΙΓΑΣ ΓΡΑΜΜΑΣ (428, 951, 686, 970)
ad-name: ΚΑΙ ΕΡΓΟΛΑΒΙΚΟΝ ΓΡΑΦΕΙΟΝ (1267, 1020, 1403, 1052)
article-text: Πάντες οἱ ρευματισμοὶ προσκαλοῦν φρίκην. Φρίκην διὰ τοὺς ἀσθενεῖς εἶναι ἡ ἀνυποχώρητος θεραπεία. Φρίκην δὲ διὰ τοὺς κατοίκους τῆς πρωτευούσης καὶ τὸ κακὸν τῶν κηνῶν ἐν τῷ Πειραιεῖ. Θεραπεύονται διὰ τῆς ἀλοιφῆς τῆς κυρίας Βλάχου, ὁδὸς Σταδίου 49. (696, 1436, 954, 1542)
article-text: Ἐρευνῶσι πρὸς τὸ ζήτημα τῆς ἀναπληρώσεως τοῦ Δ. Πράκτορος κ. Γεννάδη κατὰ τὴν ἐν Καΐρῳ ἀπουσίαν του καὶ ἐπειδὴ πολλαὶ ἀνακρίβειαι ἐγράφησαν κατ' αὐτὰς ζητήσαμεν καὶ ἐλάβομεν ἐξ ἀσφαλεστάτης πηγῆς τὰς ἀκολούθους ἀκριβεῖς πληροφορίας, συμφώνως πρὸς τὰς ὁποίας θὰ ἴσως θέλει τοῦ ζητήματος. Ὁ κ. Δημοσθ. Πράκτορος τοῦ ἐν Ἀλεξανδρείᾳ Πρωτοδικείου τῆς Ἑλλάδος διατελεῖ ὁ κ. Πρωθυπουργὸς καὶ ὁ ὑπουργὸς τῶν Ἐξωτερικῶν κ. Γεννάδης πρὸ 40ημέρου ἐκεῖθεν ἀπῆλθεν. (150, 1724, 418, 1921)
ad-title: ΜΕΓ. ΞΕΝΟΔΟΧΕΙΟΝ (497, 1310, 617, 1321)
book-price: 2.50 (1187, 314, 1211, 327)
book-row (971, 367, 1211, 380)
ad-foot: ΗΛΕΚΤΡΟΘΕΡΑΠΕΙΑ - ΟΥΡΟΘΡΑΠΕΙΑ (1272, 360, 1398, 387)
ad-title: ΥΓΡΟΝ (787, 1114, 863, 1139)
price-row (703, 976, 947, 989)
ad-exchange (1230, 1724, 1440, 1870)
book-title: Ἱστορία Ἑλληνικῆς Ἐπαναστάσεως (971, 393, 1161, 406)
book-price: 3.— (1190, 433, 1211, 446)
